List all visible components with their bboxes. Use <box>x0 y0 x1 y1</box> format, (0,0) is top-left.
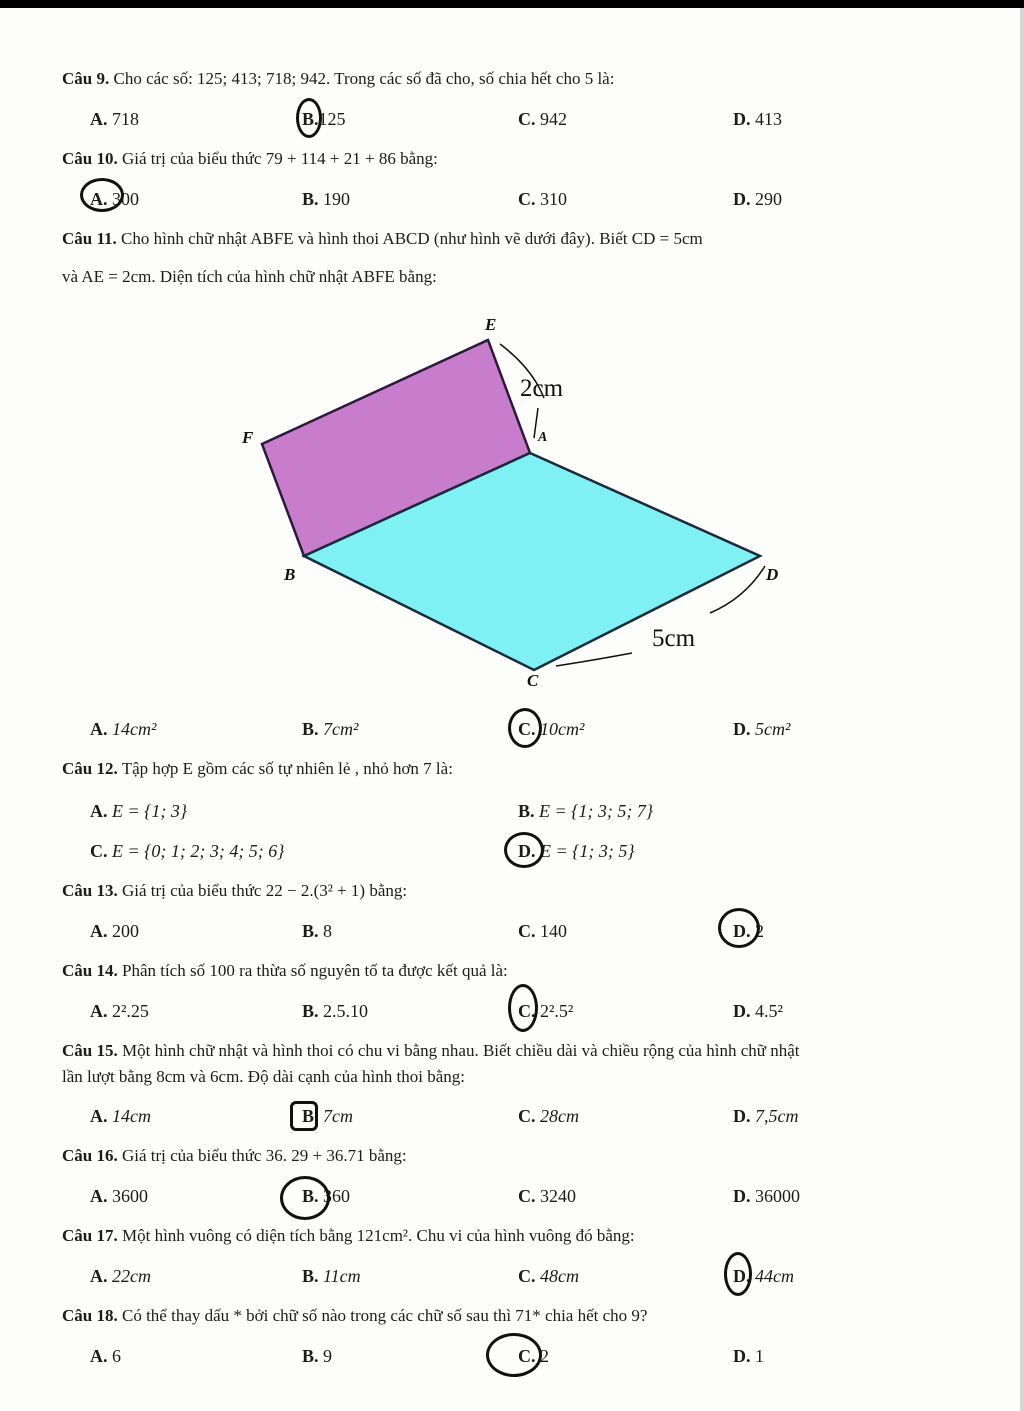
option-d[interactable]: D. 413 <box>733 109 782 129</box>
option-d[interactable]: D. 290 <box>733 189 782 209</box>
label-f: F <box>242 428 254 447</box>
option-a[interactable]: A. 2².25 <box>90 1001 149 1021</box>
option-c[interactable]: C. 28cm <box>518 1106 579 1126</box>
option-c[interactable]: C. 942 <box>518 109 567 129</box>
option-c[interactable]: C. 10cm² <box>518 719 585 739</box>
option-a[interactable]: A. 3600 <box>90 1186 148 1206</box>
option-d[interactable]: D. 36000 <box>733 1186 800 1206</box>
answer-mark-circle <box>504 832 544 868</box>
question-18: Câu 18. Có thể thay dấu * bởi chữ số nào trong các chữ số sau thì 71* chia hết cho 9? <box>62 1306 648 1325</box>
option-c[interactable]: C. 140 <box>518 921 567 941</box>
question-17: Câu 17. Một hình vuông có diện tích bằng 121cm². Chu vi của hình vuông đó bằng: <box>62 1226 635 1245</box>
option-b[interactable]: B.125 <box>302 109 346 129</box>
option-c[interactable]: C. E = {0; 1; 2; 3; 4; 5; 6} <box>90 841 285 861</box>
option-d[interactable]: D. 7,5cm <box>733 1106 799 1126</box>
option-c[interactable]: C. 48cm <box>518 1266 579 1286</box>
label-b: B <box>284 565 296 584</box>
option-c[interactable]: C. 3240 <box>518 1186 576 1206</box>
option-d[interactable]: D. 5cm² <box>733 719 791 739</box>
option-d[interactable]: D. 2 <box>733 921 764 941</box>
question-10: Câu 10. Giá trị của biểu thức 79 + 114 + 21 + 86 bằng: <box>62 149 438 168</box>
option-d[interactable]: D. 44cm <box>733 1266 794 1286</box>
question-text: Cho các số: 125; 413; 718; 942. Trong các số đã cho, số chia hết cho 5 là: <box>113 69 615 88</box>
answer-mark-circle <box>280 1176 330 1220</box>
question-12: Câu 12. Tập hợp E gồm các số tự nhiên lẻ , nhỏ hơn 7 là: <box>62 759 453 778</box>
question-11: Câu 11. Cho hình chữ nhật ABFE và hình thoi ABCD (như hình vẽ dưới đây). Biết CD = 5cm <box>62 229 703 248</box>
length-cd: 5cm <box>652 625 696 652</box>
answer-mark-circle <box>508 984 538 1032</box>
option-b[interactable]: B. 360 <box>302 1186 351 1206</box>
label-d: D <box>766 565 779 584</box>
option-d[interactable]: D. 4.5² <box>733 1001 783 1021</box>
answer-mark-circle <box>296 98 322 138</box>
label-c: C <box>527 671 539 690</box>
geometry-figure <box>220 308 820 698</box>
length-ae: 2cm <box>520 375 564 402</box>
page-edge-right <box>1020 8 1024 1411</box>
option-c[interactable]: C. 2 <box>518 1346 549 1366</box>
cd-arc-lower <box>556 653 632 666</box>
question-15-line2: lần lượt bằng 8cm và 6cm. Độ dài cạnh của hình thoi bằng: <box>62 1067 465 1086</box>
answer-mark-circle <box>508 708 542 748</box>
option-a[interactable]: A. 6 <box>90 1346 121 1366</box>
question-13: Câu 13. Giá trị của biểu thức 22 − 2.(3² + 1) bằng: <box>62 881 408 900</box>
question-16: Câu 16. Giá trị của biểu thức 36. 29 + 36.71 bằng: <box>62 1146 407 1165</box>
option-b[interactable]: B. 9 <box>302 1346 333 1366</box>
option-a[interactable]: A. 718 <box>90 109 139 129</box>
option-d[interactable]: D. E = {1; 3; 5} <box>518 841 635 861</box>
option-c[interactable]: C. 2².5² <box>518 1001 574 1021</box>
option-b[interactable]: B. 7cm <box>302 1106 354 1126</box>
option-b[interactable]: B. E = {1; 3; 5; 7} <box>518 801 654 821</box>
option-b[interactable]: B. 11cm <box>302 1266 361 1286</box>
worksheet-page <box>0 8 1024 1411</box>
label-a: A <box>538 430 548 445</box>
answer-mark-circle <box>486 1333 542 1377</box>
question-14: Câu 14. Phân tích số 100 ra thừa số nguyên tố ta được kết quả là: <box>62 961 508 980</box>
option-c[interactable]: C. 310 <box>518 189 567 209</box>
option-d[interactable]: D. 1 <box>733 1346 764 1366</box>
answer-mark-circle <box>80 178 124 212</box>
option-a[interactable]: A. 14cm² <box>90 719 157 739</box>
answer-mark-circle <box>724 1252 752 1296</box>
question-number: Câu 9. <box>62 69 110 88</box>
question-11-line2: và AE = 2cm. Diện tích của hình chữ nhật ABFE bằng: <box>62 267 437 286</box>
question-15: Câu 15. Một hình chữ nhật và hình thoi có chu vi bằng nhau. Biết chiều dài và chiều rộng của hình chữ nhật <box>62 1041 800 1060</box>
option-b[interactable]: B. 2.5.10 <box>302 1001 369 1021</box>
option-b[interactable]: B. 190 <box>302 189 351 209</box>
option-a[interactable]: A. 22cm <box>90 1266 151 1286</box>
question-9 <box>62 68 972 90</box>
option-b[interactable]: B. 8 <box>302 921 333 941</box>
option-a[interactable]: A. 300 <box>90 189 139 209</box>
option-a[interactable]: A. 14cm <box>90 1106 151 1126</box>
option-b[interactable]: B. 7cm² <box>302 719 359 739</box>
option-a[interactable]: A. E = {1; 3} <box>90 801 188 821</box>
option-a[interactable]: A. 200 <box>90 921 139 941</box>
answer-mark-box <box>290 1101 318 1131</box>
answer-mark-circle <box>718 908 760 948</box>
label-e: E <box>485 315 497 334</box>
